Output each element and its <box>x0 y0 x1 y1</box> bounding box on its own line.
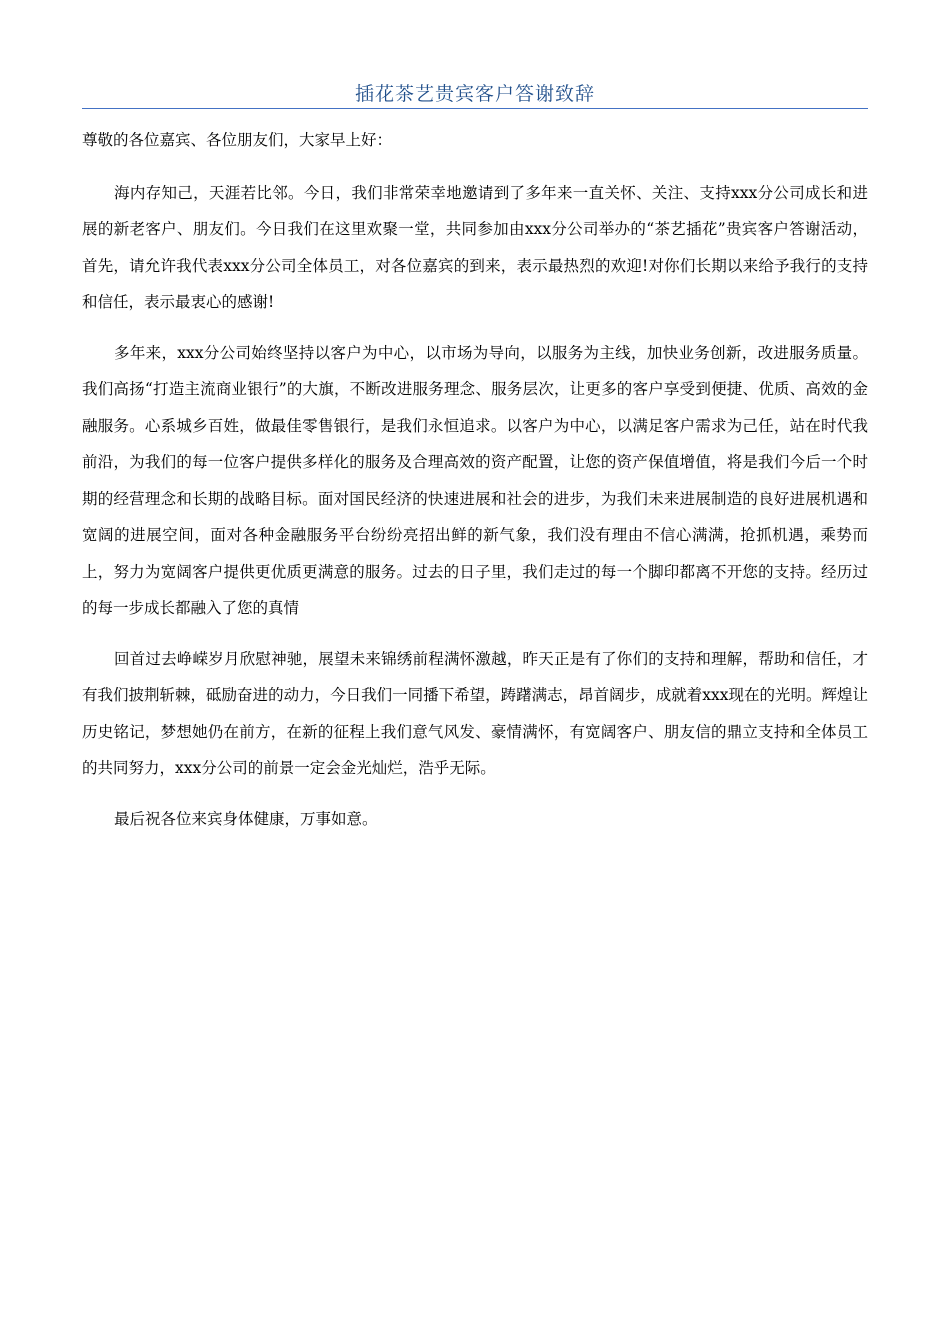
paragraph-closing: 最后祝各位来宾身体健康，万事如意。 <box>114 809 378 828</box>
paragraph-service: 多年来，xxx分公司始终坚持以客户为中心，以市场为导向，以服务为主线，加快业务创新，改进服务质量。我们高扬“打造主流商业银行”的大旗，不断改进服务理念、服务层次，让更多的客户享受到便捷、优质、高效的金融服务。心系城乡百姓，做最佳零售银行，是我们永恒追求。以客户为中心，以满足客户需求为己任，站在时代我前沿，为我们的每一位客户提供多样化的服务及合理高效的资产配置，让您的资产保值增值，将是我们今后一个时期的经营理念和长期的战略目标。面对国民经济的快速进展和社会的进步，为我们未来进展制造的良好进展机遇和宽阔的进展空间，面对各种金融服务平台纷纷亮招出鲜的新气象，我们没有理由不信心满满，抢抓机遇，乘势而上，努力为宽阔客户提供更优质更满意的服务。过去的日子里，我们走过的每一个脚印都离不开您的支持。经历过的每一步成长都融入了您的真情 <box>82 343 868 617</box>
salutation-line: 尊敬的各位嘉宾、各位朋友们，大家早上好： <box>82 131 393 149</box>
paragraph-welcome: 海内存知己，天涯若比邻。今日，我们非常荣幸地邀请到了多年来一直关怀、关注、支持xxx分公司成长和进展的新老客户、朋友们。今日我们在这里欢聚一堂，共同参加由xxx分公司举办的“茶艺插花”贵宾客户答谢活动，首先，请允许我代表xxx分公司全体员工，对各位嘉宾的到来，表示最热烈的欢迎!对你们长期以来给予我行的支持和信任，表示最衷心的感谢! <box>82 183 868 311</box>
document-body <box>82 122 868 851</box>
document-title: 插花茶艺贵宾客户答谢致辞 <box>354 83 595 105</box>
paragraph-future: 回首过去峥嵘岁月欣慰神驰，展望未来锦绣前程满怀激越，昨天正是有了你们的支持和理解，帮助和信任，才有我们披荆斩棘，砥励奋进的动力，今日我们一同播下希望，踌躇满志，昂首阔步，成就着xxx现在的光明。辉煌让历史铭记，梦想她仍在前方，在新的征程上我们意气风发、豪情满怀，有宽阔客户、朋友信的鼎立支持和全体员工的共同努力，xxx分公司的前景一定会金光灿烂，浩乎无际。 <box>82 649 868 777</box>
title-underline-rule <box>82 108 868 109</box>
